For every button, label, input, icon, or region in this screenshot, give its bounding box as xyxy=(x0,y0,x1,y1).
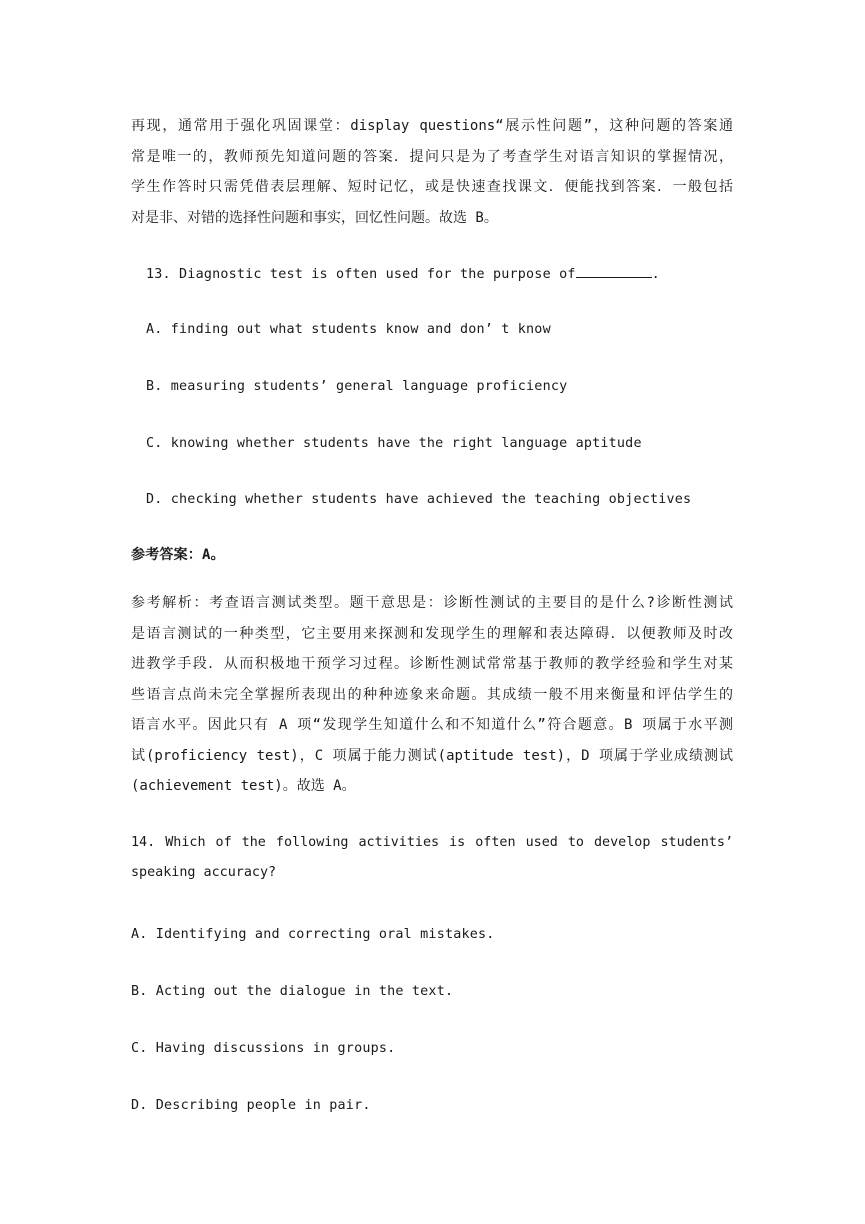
question-13-stem-end: . xyxy=(651,267,660,282)
question-13-stem xyxy=(146,265,748,282)
question-13-option-c: C. knowing whether students have the right language aptitude xyxy=(146,436,642,451)
text-line: 进教学手段．从而积极地干预学习过程。诊断性测试常常基于教师的教学经验和学生对某 xyxy=(131,656,733,672)
intro-paragraph xyxy=(131,111,733,233)
text-line: 14. Which of the following activities is often used to develop students’ xyxy=(131,835,733,850)
text-line: 些语言点尚未完全掌握所表现出的种种迹象来命题。其成绩一般不用来衡量和评估学生的 xyxy=(131,686,733,703)
text-line: speaking accuracy? xyxy=(131,865,277,880)
text-line: 再现，通常用于强化巩固课堂：display questions“展示性问题”，这种问题的答案通 xyxy=(131,118,733,134)
question-13-answer: 参考答案：A。 xyxy=(131,547,225,563)
question-13-option-d: D. checking whether students have achieved the teaching objectives xyxy=(146,492,692,507)
question-14-option-c: C. Having discussions in groups. xyxy=(131,1041,396,1056)
text-line: 常是唯一的，教师预先知道问题的答案．提问只是为了考查学生对语言知识的掌握情况， xyxy=(131,148,733,165)
text-line: 参考解析：考查语言测试类型。题干意思是：诊断性测试的主要目的是什么?诊断性测试 xyxy=(131,595,733,611)
question-14-option-a: A. Identifying and correcting oral mistakes. xyxy=(131,927,495,942)
answer-blank xyxy=(576,265,652,278)
text-line: 是语言测试的一种类型，它主要用来探测和发现学生的理解和表达障碍．以便教师及时改 xyxy=(131,625,733,642)
question-13-option-b: B. measuring students’ general language proficiency xyxy=(146,379,568,394)
question-13-stem-text: 13. Diagnostic test is often used for the purpose of xyxy=(146,267,576,282)
question-14-stem xyxy=(131,828,733,888)
text-line: 对是非、对错的选择性问题和事实，回忆性问题。故选 B。 xyxy=(131,209,498,226)
text-line: 语言水平。因此只有 A 项“发现学生知道什么和不知道什么”符合题意。B 项属于水平测 xyxy=(131,717,733,733)
question-14-option-d: D. Describing people in pair. xyxy=(131,1098,371,1113)
question-14-option-b: B. Acting out the dialogue in the text. xyxy=(131,984,454,999)
question-13-option-a: A. finding out what students know and don’ t know xyxy=(146,322,551,337)
text-line: 试(proficiency test)，C 项属于能力测试(aptitude test)，D 项属于学业成绩测试 xyxy=(131,747,733,764)
text-line: (achievement test)。故选 A。 xyxy=(131,778,356,794)
question-13-explanation xyxy=(131,588,733,802)
text-line: 学生作答时只需凭借表层理解、短时记忆，或是快速查找课文．便能找到答案．一般包括 xyxy=(131,179,733,195)
